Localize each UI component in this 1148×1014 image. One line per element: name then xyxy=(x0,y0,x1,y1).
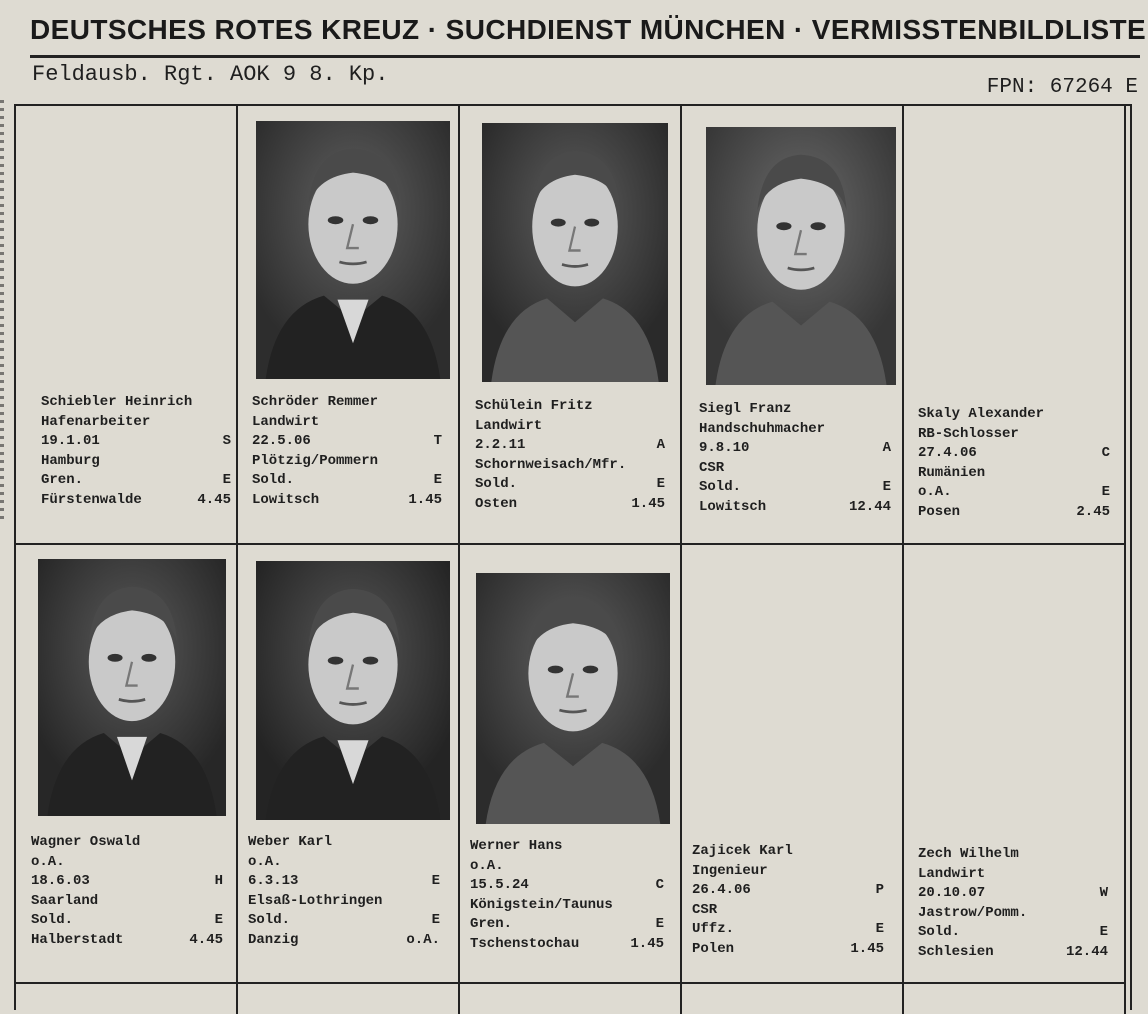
person-info xyxy=(470,837,664,954)
rank: Sold. xyxy=(699,479,742,495)
birth-date: 19.1.01 xyxy=(41,433,100,449)
last-seen-place: Osten xyxy=(475,495,518,512)
list-title: DEUTSCHES ROTES KREUZ · SUCHDIENST MÜNCHEN · VERMISSTENBILDLISTE xyxy=(30,14,1147,45)
birth-date: 20.10.07 xyxy=(918,885,986,901)
person-occupation: o.A. xyxy=(248,853,282,870)
person-info xyxy=(41,393,231,510)
person-name: Werner Hans xyxy=(470,838,563,854)
status-letter: E xyxy=(431,912,440,928)
person-info xyxy=(31,833,223,950)
home-region: Elsaß-Lothringen xyxy=(248,892,383,909)
rank: o.A. xyxy=(918,484,952,500)
rank: Gren. xyxy=(470,916,513,932)
person-name: Schiebler Heinrich xyxy=(41,394,193,410)
birth-date: 15.5.24 xyxy=(470,877,529,893)
person-occupation: Landwirt xyxy=(475,417,543,434)
person-info xyxy=(699,400,891,517)
birth-date: 26.4.06 xyxy=(692,882,751,898)
rank: Uffz. xyxy=(692,921,735,937)
person-name: Zajicek Karl xyxy=(692,843,793,859)
person-info xyxy=(918,405,1110,522)
status-letter: E xyxy=(656,476,665,492)
person-occupation: Handschuhmacher xyxy=(699,420,826,437)
unit-designation: Feldausb. Rgt. AOK 9 8. Kp. xyxy=(32,62,389,87)
last-seen-place: Halberstadt xyxy=(31,931,124,948)
person-name: Zech Wilhelm xyxy=(918,846,1019,862)
last-seen-place: Fürstenwalde xyxy=(41,491,142,508)
person-name: Schröder Remmer xyxy=(252,394,379,410)
person-name: Wagner Oswald xyxy=(31,834,141,850)
last-seen-date: 4.45 xyxy=(189,931,223,948)
code-letter: P xyxy=(875,882,884,898)
status-letter: E xyxy=(222,472,231,488)
person-occupation: Hafenarbeiter xyxy=(41,413,151,430)
home-region: CSR xyxy=(699,459,725,476)
birth-date: 2.2.11 xyxy=(475,437,526,453)
last-seen-date: 1.45 xyxy=(408,491,442,508)
person-info xyxy=(692,842,884,959)
birth-date: 9.8.10 xyxy=(699,440,750,456)
birth-date: 6.3.13 xyxy=(248,873,299,889)
person-info xyxy=(475,397,665,514)
rank: Gren. xyxy=(41,472,84,488)
person-name: Siegl Franz xyxy=(699,401,792,417)
status-letter: E xyxy=(655,916,664,932)
home-region: Jastrow/Pomm. xyxy=(918,904,1028,921)
rank: Sold. xyxy=(252,472,295,488)
last-seen-place: Tschenstochau xyxy=(470,935,580,952)
title-rule xyxy=(30,55,1140,58)
code-letter: A xyxy=(882,440,891,456)
last-seen-date: 1.45 xyxy=(630,935,664,952)
birth-date: 18.6.03 xyxy=(31,873,90,889)
person-occupation: Landwirt xyxy=(252,413,320,430)
status-letter: E xyxy=(214,912,223,928)
rank: Sold. xyxy=(475,476,518,492)
person-occupation: Ingenieur xyxy=(692,862,768,879)
person-info xyxy=(252,393,442,510)
person-occupation: o.A. xyxy=(31,853,65,870)
status-letter: E xyxy=(882,479,891,495)
person-info xyxy=(248,833,440,950)
birth-date: 22.5.06 xyxy=(252,433,311,449)
rank: Sold. xyxy=(918,924,961,940)
person-name: Skaly Alexander xyxy=(918,406,1045,422)
side-margin-mark xyxy=(0,100,4,520)
birth-date: 27.4.06 xyxy=(918,445,977,461)
code-letter: H xyxy=(214,873,223,889)
code-letter: C xyxy=(655,877,664,893)
code-letter: S xyxy=(222,433,231,449)
person-occupation: RB-Schlosser xyxy=(918,425,1019,442)
last-seen-date: 2.45 xyxy=(1076,503,1110,520)
person-occupation: o.A. xyxy=(470,857,504,874)
person-name: Schülein Fritz xyxy=(475,398,593,414)
last-seen-place: Schlesien xyxy=(918,943,994,960)
home-region: CSR xyxy=(692,901,718,918)
code-letter: W xyxy=(1099,885,1108,901)
portrait-photo xyxy=(256,121,450,379)
home-region: Plötzig/Pommern xyxy=(252,452,379,469)
home-region: Saarland xyxy=(31,892,99,909)
last-seen-date: 4.45 xyxy=(197,491,231,508)
code-letter: C xyxy=(1101,445,1110,461)
status-letter: E xyxy=(1101,484,1110,500)
home-region: Rumänien xyxy=(918,464,986,481)
code-letter: T xyxy=(433,433,442,449)
home-region: Hamburg xyxy=(41,452,100,469)
portrait-photo xyxy=(482,123,668,382)
home-region: Schornweisach/Mfr. xyxy=(475,456,627,473)
portrait-photo xyxy=(256,561,450,820)
last-seen-place: Danzig xyxy=(248,931,299,948)
code-letter: A xyxy=(656,437,665,453)
status-letter: E xyxy=(875,921,884,937)
last-seen-place: Lowitsch xyxy=(252,491,320,508)
status-letter: E xyxy=(1099,924,1108,940)
last-seen-date: 1.45 xyxy=(631,495,665,512)
portrait-photo xyxy=(38,559,226,816)
last-seen-date: 12.44 xyxy=(848,498,891,515)
rank: Sold. xyxy=(248,912,291,928)
home-region: Königstein/Taunus xyxy=(470,896,613,913)
field-post-number: FPN: 67264 E xyxy=(986,76,1138,99)
status-letter: E xyxy=(433,472,442,488)
last-seen-date: 12.44 xyxy=(1065,943,1108,960)
portrait-photo xyxy=(476,573,670,824)
last-seen-place: Lowitsch xyxy=(699,498,767,515)
portrait-photo xyxy=(706,127,896,385)
last-seen-place: Posen xyxy=(918,503,961,520)
person-occupation: Landwirt xyxy=(918,865,986,882)
person-name: Weber Karl xyxy=(248,834,333,850)
code-letter: E xyxy=(431,873,440,889)
last-seen-date: o.A. xyxy=(406,931,440,948)
rank: Sold. xyxy=(31,912,74,928)
last-seen-place: Polen xyxy=(692,940,735,957)
person-info xyxy=(918,845,1108,962)
last-seen-date: 1.45 xyxy=(850,940,884,957)
